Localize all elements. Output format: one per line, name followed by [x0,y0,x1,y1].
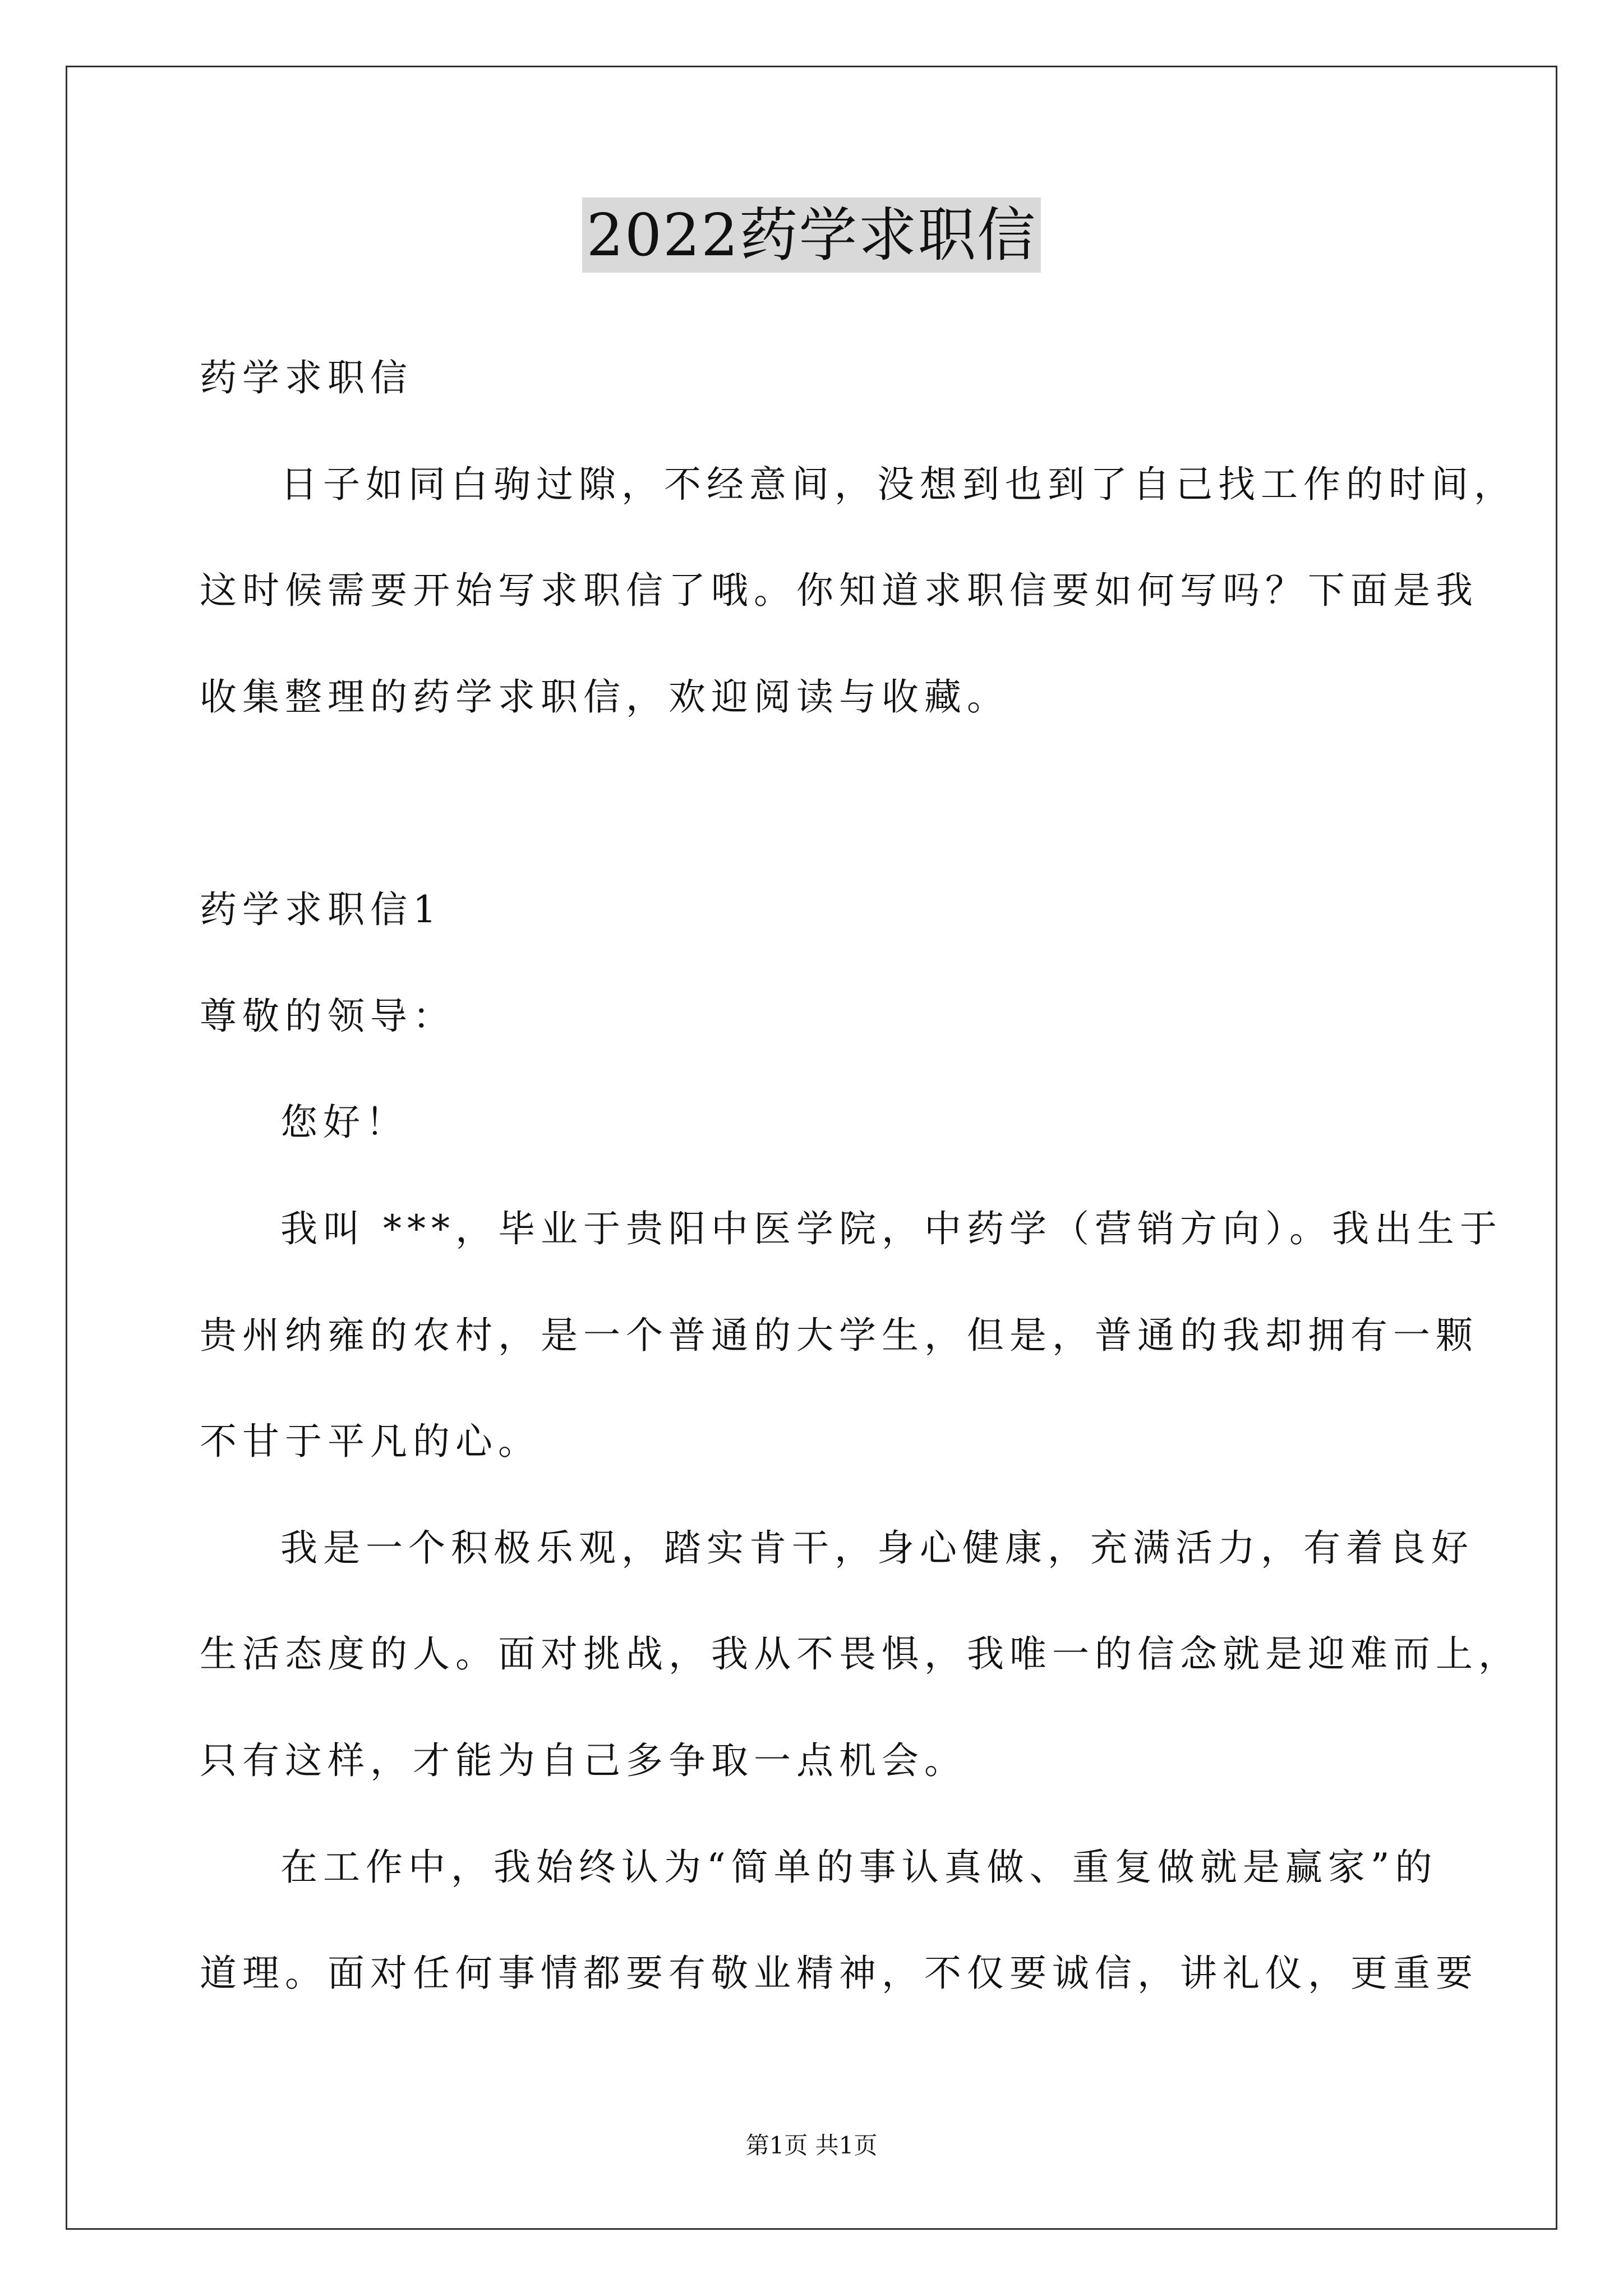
page-footer: 第1页 共1页 [745,2132,878,2159]
body-line-8: 道理。面对任何事情都要有敬业精神，不仅要诚信，讲礼仪，更重要 [200,1952,1478,1995]
body-line-1: 我叫 ***，毕业于贵阳中医学院，中药学（营销方向）。我出生于 [280,1207,1502,1250]
intro-line-3: 收集整理的药学求职信，欢迎阅读与收藏。 [200,675,1009,719]
body-line-3: 不甘于平凡的心。 [200,1420,541,1463]
body-line-6: 只有这样，才能为自己多争取一点机会。 [200,1739,967,1782]
document-title: 2022药学求职信 [582,197,1041,273]
body-line-5: 生活态度的人。面对挑战，我从不畏惧，我唯一的信念就是迎难而上， [200,1632,1521,1676]
body-line-4: 我是一个积极乐观，踏实肯干，身心健康，充满活力，有着良好 [280,1526,1474,1570]
intro-line-2: 这时候需要开始写求职信了哦。你知道求职信要如何写吗？下面是我 [200,569,1478,612]
body-line-7: 在工作中，我始终认为“简单的事认真做、重复做就是赢家”的 [280,1846,1438,1889]
greeting: 您好！ [280,1101,408,1144]
body-line-2: 贵州纳雍的农村，是一个普通的大学生，但是，普通的我却拥有一颗 [200,1314,1478,1357]
title-container [0,197,1623,273]
intro-line-1: 日子如同白驹过隙，不经意间，没想到也到了自己找工作的时间， [280,463,1516,506]
letter-heading: 药学求职信1 [200,888,442,931]
section-heading: 药学求职信 [200,356,413,399]
salutation: 尊敬的领导： [200,995,455,1038]
